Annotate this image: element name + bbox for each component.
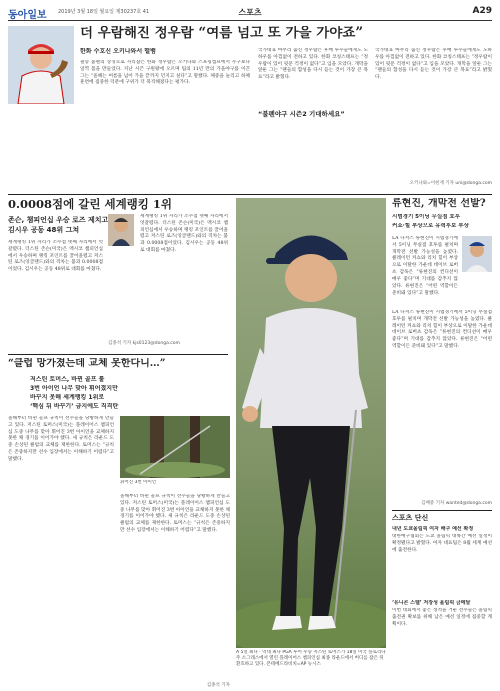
story3-body: 올해부터 바뀐 골프 규칙이 선수들을 당황하게 만들고 있다. 저스틴 토머스(미국)는 플레이어스 챔피언십 도중 나무를 맞아 휘어진 3번 아이언을 교체하지 못한 채 경기를 이어가야 했다. 새 규칙은 라운드 도중 손상된 클럽의 교체를 제한한다. 토머스는 “규칙은 존중하지만 선수 입장에서는 이해하기 어렵다”고 말했다. (8, 416, 114, 462)
story4-subhead-2: 커쇼·힐 부상으로 유력후보 부상 (392, 223, 469, 229)
story1-body: 필승 불펜의 상징으로 자리잡은 한화 정우람은 오키나와 스프링캠프에서 누구보다 일찍 몸을 만들었다. 지난 시즌 구원왕에 오르며 팀의 11년 만의 가을야구를 이끈 그는 “올해는 여름을 넘어 가을 끝까지 던지고 싶다”고 말했다. 체중을 늘리고 하체 훈련에 집중한 덕분에 구위가 더 묵직해졌다는 평가다. (80, 60, 250, 86)
main-photo-caption: A 5일 최다 · 역대 최다 PGA 투어 우승 저스틴 토머스가 18일 미국 플로리다주 소그래스에서 열린 플레이어스 챔피언십 최종 라운드에서 버디를 잡은 뒤 환호하고 있다. 폰테베드라비치=AP 뉴시스 (236, 650, 386, 668)
divider (392, 510, 492, 511)
story2-subhead-1: 존슨, 챔피언십 우승 로즈 제치고 (8, 216, 109, 224)
story3-subhead-4: ‘핵심 뒤 바꾸기’ 금지에도 직격탄 (30, 403, 119, 410)
story3-subhead-2: 3번 아이언 나무 맞아 휘어졌지만 (30, 385, 118, 392)
briefs-title: 스포츠 단신 (392, 514, 429, 522)
story3-subhead-3: 바꾸지 못해 세계랭킹 1위로 (30, 394, 105, 401)
story4-headline: 류현진, 개막전 선발? (392, 198, 486, 209)
story4-body-continued: LA 다저스 류현진이 시범경기에서 5이닝 무실점 호투를 펼치며 개막전 선발 가능성을 높였다. 클레이턴 커쇼와 리치 힐이 부상으로 이탈한 가운데 데이브 로버츠 감독은 “류현진의 컨디션이 매우 좋다”며 기대를 감추지 않았다. 류현진은 “어떤 역할이든 준비돼 있다”고 말했다. (392, 310, 492, 350)
story2-byline: 김종석 기자 kjs0123@donga.com (108, 341, 180, 346)
story1-body-continued: 국가대표 마무리 출신 정우람은 후배 투수들에게도 노하우를 아낌없이 전하고 있다. 한화 코칭스태프는 “정우람이 있어 뒷문 걱정이 없다”고 입을 모았다. 개막을 앞둔 그는 “팬들의 함성을 다시 듣는 것이 가장 큰 목표”라고 밝혔다. (375, 48, 492, 81)
story4-subhead-1: 시범경기 5이닝 무실점 호투 (392, 214, 461, 220)
bent-club-photo (120, 416, 230, 478)
golfer-portrait-illustration (108, 214, 134, 246)
story2-body: 세계랭킹 1위 자리가 소수점 넷째 자리에서 엇갈렸다. 더스틴 존슨(미국)은 멕시코 챔피언십에서 우승하며 랭킹 포인트를 끌어올렸고 저스틴 로즈(잉글랜드)와의 격차는 불과 0.0008점이었다. 김시우는 공동 48위로 대회를 마쳤다. (8, 240, 103, 273)
story3-subhead-1: 저스틴 토머스, 바뀐 골프 룰 (30, 376, 105, 383)
brief1-body: 대한배구협회는 도쿄 올림픽 대륙간 예선 일정이 확정됐다고 밝혔다. 여자 대표팀은 8월 세계 예선에 출전한다. (392, 534, 492, 553)
brief2-headline: ‘유니콘 스텔’ 저장성 올림픽 금메달 (392, 600, 471, 606)
story3-body-continued: 올해부터 바뀐 골프 규칙이 선수들을 당황하게 만들고 있다. 저스틴 토머스(미국)는 플레이어스 챔피언십 도중 나무를 맞아 휘어진 3번 아이언을 교체하지 못한 채 경기를 이어가야 했다. 새 규칙은 라운드 도중 손상된 클럽의 교체를 제한한다. 토머스는 “규칙은 존중하지만 선수 입장에서는 이해하기 어렵다”고 말했다. (120, 494, 230, 534)
bent-club-caption: 휘어진 3번 아이언 (120, 480, 157, 485)
main-golfer-photo (236, 198, 386, 648)
divider (8, 354, 228, 355)
bent-club-illustration (120, 416, 230, 478)
story1-headline: 더 우람해진 정우람 “여름 넘고 또 가을 가야죠” (80, 26, 364, 41)
masthead (8, 6, 492, 21)
story1-sidebar: 국가대표 마무리 출신 정우람은 후배 투수들에게도 노하우를 아낌없이 전하고 있다. 한화 코칭스태프는 “정우람이 있어 뒷문 걱정이 없다”고 입을 모았다. 개막을 앞둔 그는 “팬들의 함성을 다시 듣는 것이 가장 큰 목표”라고 밝혔다. (258, 48, 368, 81)
page-number: A29 (472, 6, 492, 16)
section-title: 스포츠 (238, 8, 262, 17)
brief2-body: 이번 대회에서 좋은 성적을 거둔 선수들은 올림픽 출전권 확보를 위해 남은 예선 일정에 집중할 계획이다. (392, 608, 492, 627)
paper-name: 동아일보 (8, 10, 47, 21)
pitcher-illustration (8, 26, 74, 104)
golfer-portrait (108, 214, 134, 246)
divider (8, 194, 492, 195)
story4-body: LA 다저스 류현진이 시범경기에서 5이닝 무실점 호투를 펼치며 개막전 선발 가능성을 높였다. 클레이턴 커쇼와 리치 힐이 부상으로 이탈한 가운데 데이브 로버츠 감독은 “류현진의 컨디션이 매우 좋다”며 기대를 감추지 않았다. 류현진은 “어떤 역할이든 준비돼 있다”고 말했다. (392, 236, 458, 296)
issue-line: 2019년 3월 18일 월요일 제30237호 41 (58, 9, 150, 15)
ryu-portrait (462, 236, 492, 272)
story3-headline: “클럽 망가졌는데 교체 못한다니…” (8, 358, 166, 369)
story4-byline: 김배중 기자 wanted@donga.com (421, 501, 492, 506)
story3-byline: 김종석 기자 (206, 683, 230, 688)
story1-pull-quote: “불펜야구 시즌2 기대하세요” (258, 110, 345, 118)
ryu-portrait-illustration (462, 236, 492, 272)
story1-subhead: 한화 수호신 오키나와서 떨뱀 (80, 48, 156, 55)
story2-subhead-2: 김시우 공동 48위 그쳐 (8, 226, 80, 234)
pitcher-photo (8, 26, 74, 104)
story2-headline: 0.0008점에 갈린 세계랭킹 1위 (8, 198, 173, 211)
story2-body-continued: 세계랭킹 1위 자리가 소수점 넷째 자리에서 엇갈렸다. 더스틴 존슨(미국)은 멕시코 챔피언십에서 우승하며 랭킹 포인트를 끌어올렸고 저스틴 로즈(잉글랜드)와의 격차는 불과 0.0008점이었다. 김시우는 공동 48위로 대회를 마쳤다. (140, 214, 228, 254)
brief1-headline: 내년 도쿄올림픽 여자 배구 예선 확정 (392, 526, 474, 532)
story1-byline: 오키나와=이헌재 기자 uni@donga.com (409, 181, 492, 186)
main-golfer-illustration (236, 198, 386, 648)
